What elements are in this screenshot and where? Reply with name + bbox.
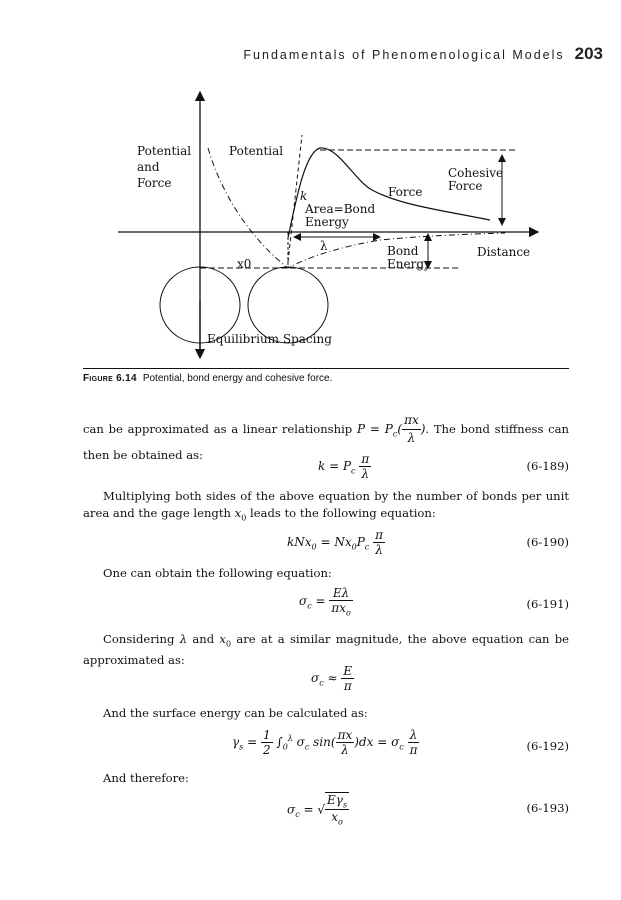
label-bond-energy: Bond Energy (387, 244, 431, 271)
paragraph-4: Considering λ and $x_0$ are at a similar magnitude, the above equation can be approximated as: (83, 632, 570, 668)
label-potential: Potential (229, 144, 284, 158)
label-distance: Distance (477, 245, 531, 259)
running-title: Fundamentals of Phenomenological Models (243, 48, 565, 62)
equation-number-191: (6-191) (526, 597, 569, 611)
eq-linear-relation: $P = P_c$( $\frac{\pi x}{\lambda}$ ) (356, 413, 426, 445)
figure-caption (83, 373, 332, 384)
label-area-bond-energy: Area=Bond Energy (305, 202, 376, 229)
caption-label: Figure 6.14 (83, 373, 137, 384)
paragraph-2: Multiplying both sides of the above equation by the number of bonds per unit area and the gage length $x_0$ leads to the following equation: (83, 489, 569, 523)
caption-rule (83, 368, 569, 369)
page-number: 203 (574, 44, 603, 63)
paragraph-6: And therefore: (103, 771, 189, 785)
label-x0: x0 (237, 257, 252, 271)
figure-potential-bond-energy (0, 0, 621, 370)
equation-number-192: (6-192) (526, 739, 569, 753)
equation-approx: $\sigma_c$ ≈ $\frac{E}{\pi}$ (311, 664, 353, 693)
label-k: k (300, 189, 308, 203)
equation-number-190: (6-190) (526, 535, 569, 549)
label-potential-and-force: Potential and Force (137, 144, 192, 190)
label-equilibrium-spacing: Equilibrium Spacing (207, 332, 332, 346)
paragraph-1: can be approximated as a linear relationship $P = P_c$( $\frac{\pi x}{\lambda}$ ). The bond stiffness can then be obtained as: (83, 413, 569, 462)
equation-6-192: $\gamma_s$ = $\frac{1}{2}$ $\int_0^\lambda$ $\sigma_c$ sin( $\frac{\pi x}{\lambda}$ )$dx = \sigma_c$ $\frac{\lambda}{\pi}$ (232, 728, 418, 757)
equation-6-193: $\sigma_c$ = √ $\frac{E\gamma_s}{x_o}$ (287, 793, 348, 827)
equation-number-189: (6-189) (526, 459, 569, 473)
label-lambda: λ (320, 239, 328, 253)
equation-6-190: $kNx_0 = Nx_0P_c$ $\frac{\pi}{\lambda}$ (287, 528, 383, 557)
equation-number-193: (6-193) (526, 801, 569, 815)
equation-6-191: $\sigma_c$ = $\frac{E\lambda}{\pi x_o}$ (299, 586, 351, 618)
label-force: Force (388, 185, 423, 199)
caption-text: Potential, bond energy and cohesive force. (142, 373, 333, 384)
equation-6-189: $k = P_c$ $\frac{\pi}{\lambda}$ (318, 452, 370, 481)
label-cohesive-force: Cohesive Force (448, 166, 504, 193)
paragraph-3: One can obtain the following equation: (103, 566, 332, 580)
paragraph-5: And the surface energy can be calculated as: (103, 706, 368, 720)
